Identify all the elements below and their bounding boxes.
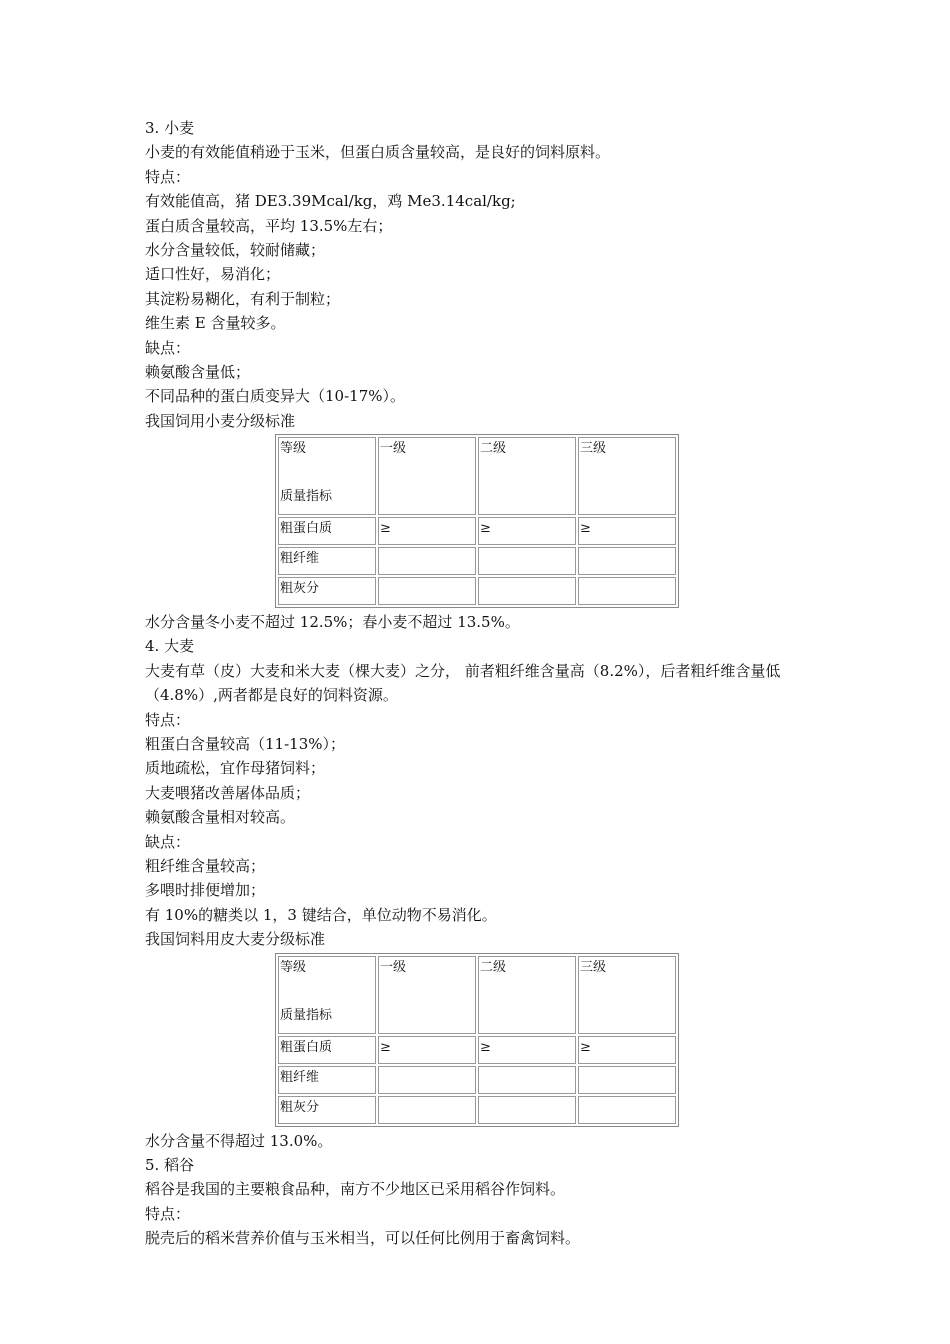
wheat-feature-item: 其淀粉易糊化，有利于制粒； [145, 289, 341, 308]
table-cell [378, 547, 476, 575]
barley-feature-item: 质地疏松，宜作母猪饲料； [145, 759, 326, 778]
table-corner-cell [278, 437, 376, 515]
table-cell [578, 1066, 676, 1094]
wheat-table-title: 我国饲用小麦分级标准 [145, 411, 296, 430]
table-cell [578, 1096, 676, 1124]
barley-feature-item: 大麦喂猪改善屠体品质； [145, 783, 311, 802]
barley-drawback-item: 多喂时排便增加； [145, 881, 266, 900]
wheat-drawbacks-label: 缺点： [145, 338, 191, 357]
barley-drawback-item: 有 10%的糖类以 1，3 键结合，单位动物不易消化。 [145, 905, 497, 924]
table-grade-header: 二级 [478, 437, 576, 515]
table-row-label: 粗纤维 [278, 1066, 376, 1094]
table-cell: ≥ [378, 1036, 476, 1064]
table-cell [478, 1066, 576, 1094]
barley-table-title: 我国饲料用皮大麦分级标准 [145, 930, 326, 949]
barley-features-label: 特点： [145, 710, 191, 729]
wheat-drawback-item: 不同品种的蛋白质变异大（10-17%）。 [145, 387, 405, 406]
corner-grade-label: 等级 [280, 959, 307, 975]
wheat-features-label: 特点： [145, 167, 191, 186]
table-cell [478, 547, 576, 575]
table-cell [378, 1096, 476, 1124]
table-row-label: 粗蛋白质 [278, 1036, 376, 1064]
wheat-intro: 小麦的有效能值稍逊于玉米，但蛋白质含量较高，是良好的饲料原料。 [145, 143, 611, 162]
table-row [278, 1066, 676, 1094]
table-cell [578, 547, 676, 575]
document-body [145, 116, 815, 1251]
section-heading-paddy: 5. 稻谷 [145, 1155, 195, 1174]
table-cell: ≥ [578, 517, 676, 545]
wheat-feature-item: 维生素 E 含量较多。 [145, 314, 286, 333]
paddy-feature-item: 脱壳后的稻米营养价值与玉米相当，可以任何比例用于畜禽饲料。 [145, 1229, 581, 1248]
table-cell [378, 1066, 476, 1094]
table-row-label: 粗蛋白质 [278, 517, 376, 545]
table-corner-cell [278, 956, 376, 1034]
table-row-label: 粗灰分 [278, 577, 376, 605]
table-cell [578, 577, 676, 605]
table-row-label: 粗纤维 [278, 547, 376, 575]
wheat-feature-item: 适口性好，易消化； [145, 265, 281, 284]
wheat-feature-item: 水分含量较低，较耐储藏； [145, 240, 326, 259]
table-row [278, 1096, 676, 1124]
table-row [278, 1036, 676, 1064]
wheat-drawback-item: 赖氨酸含量低； [145, 362, 251, 381]
wheat-feature-item: 有效能值高，猪 DE3.39Mcal/kg，鸡 Me3.14cal/kg; [145, 192, 516, 211]
table-cell: ≥ [578, 1036, 676, 1064]
table-grade-header: 一级 [378, 956, 476, 1034]
barley-moisture-note: 水分含量不得超过 13.0%。 [145, 1131, 333, 1150]
section-heading-wheat: 3. 小麦 [145, 119, 195, 137]
barley-grade-table [275, 953, 679, 1127]
table-cell [478, 1096, 576, 1124]
corner-quality-label: 质量指标 [280, 489, 333, 505]
wheat-moisture-note: 水分含量冬小麦不超过 12.5%；春小麦不超过 13.5%。 [145, 613, 520, 632]
barley-feature-item: 赖氨酸含量相对较高。 [145, 808, 296, 827]
section-heading-barley: 4. 大麦 [145, 637, 195, 656]
corner-quality-label: 质量指标 [280, 1007, 333, 1023]
table-grade-header: 一级 [378, 437, 476, 515]
barley-feature-item: 粗蛋白含量较高（11-13%）； [145, 735, 345, 754]
table-grade-header: 二级 [478, 956, 576, 1034]
corner-grade-label: 等级 [280, 441, 307, 457]
table-grade-header: 三级 [578, 956, 676, 1034]
table-row [278, 577, 676, 605]
table-row-label: 粗灰分 [278, 1096, 376, 1124]
table-cell: ≥ [478, 1036, 576, 1064]
barley-intro: 大麦有草（皮）大麦和米大麦（棵大麦）之分， 前者粗纤维含量高（8.2%），后者粗纤维含量低（4.8%）,两者都是良好的饲料资源。 [145, 661, 781, 705]
barley-drawbacks-label: 缺点： [145, 832, 191, 851]
table-cell [378, 577, 476, 605]
wheat-feature-item: 蛋白质含量较高，平均 13.5%左右； [145, 216, 393, 235]
table-cell: ≥ [478, 517, 576, 545]
paddy-intro: 稻谷是我国的主要粮食品种，南方不少地区已采用稻谷作饲料。 [145, 1180, 566, 1199]
table-cell: ≥ [378, 517, 476, 545]
wheat-grade-table [275, 434, 679, 608]
paddy-features-label: 特点： [145, 1204, 191, 1223]
table-row [278, 547, 676, 575]
barley-drawback-item: 粗纤维含量较高； [145, 857, 266, 876]
table-row [278, 517, 676, 545]
table-cell [478, 577, 576, 605]
table-grade-header: 三级 [578, 437, 676, 515]
